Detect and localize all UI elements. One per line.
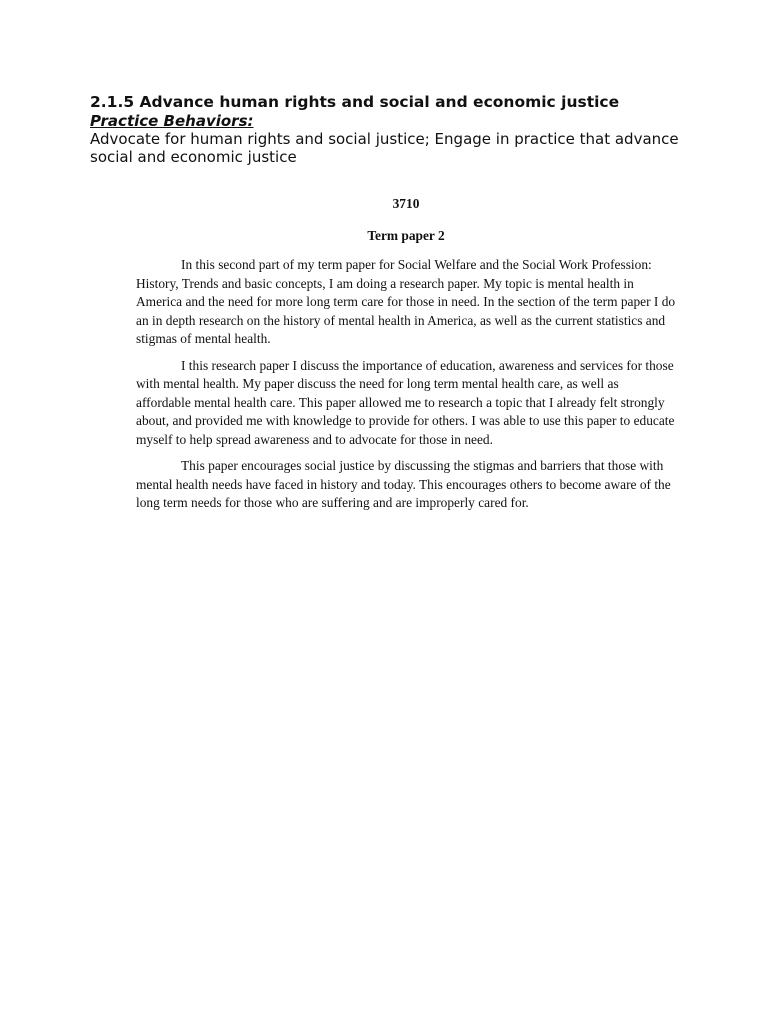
term-paper-section <box>136 194 676 521</box>
paragraph-3: This paper encourages social justice by discussing the stigmas and barriers that those with mental health needs have faced in history and today. This encourages others to become aware of the long term needs for those who are suffering and are improperly cared for. <box>136 458 671 510</box>
course-number: 3710 <box>392 196 420 211</box>
paragraph-1: In this second part of my term paper for Social Welfare and the Social Work Profession: History, Trends and basic concepts, I am doing a research paper. My topic is mental health in America and the need for more long term care for those in need. In the section of the term paper I do an in depth research on the history of mental health in America, as well as the current statistics and stigmas of mental health. <box>136 257 676 346</box>
standard-title: 2.1.5 Advance human rights and social and economic justice <box>90 93 620 111</box>
paper-title: Term paper 2 <box>367 228 445 243</box>
standard-header <box>90 93 690 166</box>
practice-behaviors-text: Advocate for human rights and social justice; Engage in practice that advance social and economic justice <box>90 130 679 166</box>
practice-behaviors-label: Practice Behaviors: <box>90 112 254 130</box>
paragraph-2: I this research paper I discuss the importance of education, awareness and services for those with mental health. My paper discuss the need for long term mental health care, as well as affordable mental health care. This paper allowed me to research a topic that I already felt strongly about, and provided me with knowledge to provide for others. I was able to use this paper to educate myself to help spread awareness and to advocate for those in need. <box>136 357 675 447</box>
